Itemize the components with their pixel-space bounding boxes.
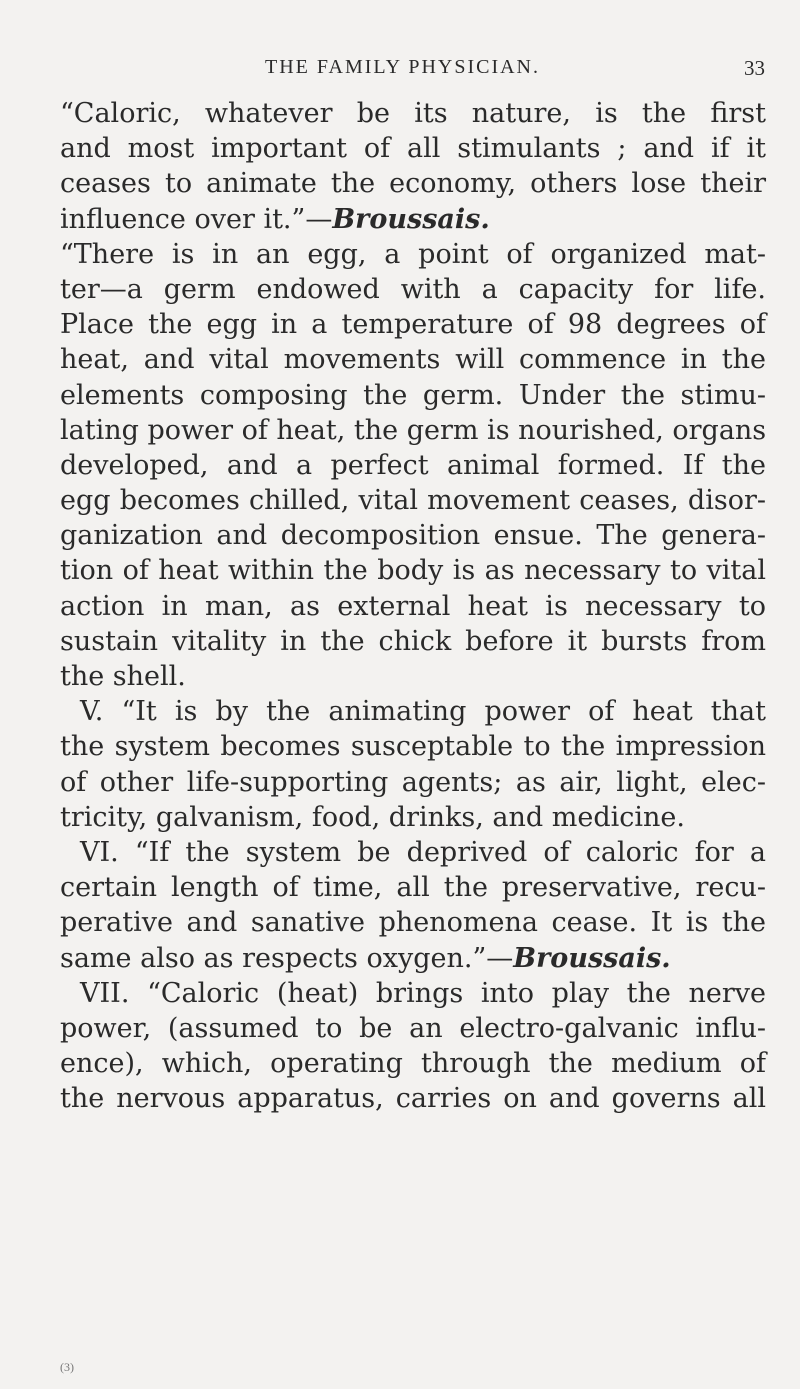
line-text: power, (assumed to be an electro-galvanic influ- xyxy=(60,1012,766,1044)
line-text: ceases to animate the economy, others lose their xyxy=(60,168,766,200)
line-text: heat, and vital movements will commence in the xyxy=(60,344,766,376)
text-line xyxy=(60,518,766,553)
text-line xyxy=(60,729,766,764)
text-line xyxy=(60,905,766,940)
line-text: the shell. xyxy=(60,661,186,692)
text-line xyxy=(60,131,766,166)
running-title: THE FAMILY PHYSICIAN. xyxy=(265,56,540,78)
text-line xyxy=(60,413,766,448)
line-text: ence), which, operating through the medium of xyxy=(60,1048,766,1080)
attribution: Broussais. xyxy=(332,203,490,235)
line-text: the system becomes susceptable to the impression xyxy=(60,731,766,763)
line-text: ter—a germ endowed with a capacity for life. xyxy=(60,273,766,305)
signature-mark: (3) xyxy=(60,1360,74,1374)
line-text: the nervous apparatus, carries on and governs all xyxy=(60,1083,766,1115)
line-text: ganization and decomposition ensue. The genera- xyxy=(60,520,766,552)
line-text: VI. “If the system be deprived of caloric for a xyxy=(80,836,766,868)
text-line xyxy=(60,342,766,377)
line-text: V. “It is by the animating power of heat that xyxy=(80,696,766,728)
line-text: of other life-supporting agents; as air, light, elec- xyxy=(60,766,766,798)
line-text: developed, and a perfect animal formed. If the xyxy=(60,449,766,481)
text-line xyxy=(60,976,766,1011)
text-line xyxy=(60,448,766,483)
text-line xyxy=(60,870,766,905)
line-text: Place the egg in a temperature of 98 degrees of xyxy=(60,309,766,341)
text-line xyxy=(60,237,766,272)
page-number: 33 xyxy=(744,56,765,80)
line-text: elements composing the germ. Under the stimu- xyxy=(60,379,766,411)
line-text: tricity, galvanism, food, drinks, and medicine. xyxy=(60,801,685,833)
text-line xyxy=(60,378,766,413)
line-text: “Caloric, whatever be its nature, is the first xyxy=(60,98,766,129)
text-line xyxy=(60,483,766,518)
line-text: egg becomes chilled, vital movement ceases, disor- xyxy=(60,485,766,517)
text-line xyxy=(60,659,766,694)
line-text: sustain vitality in the chick before it bursts from xyxy=(60,625,766,657)
text-line xyxy=(60,1046,766,1081)
line-text: and most important of all stimulants ; and if it xyxy=(60,133,766,165)
body-text xyxy=(60,96,766,1116)
text-line xyxy=(60,589,766,624)
line-text: same also as respects oxygen.”— xyxy=(60,942,514,974)
text-line xyxy=(60,1081,766,1116)
text-line xyxy=(60,835,766,870)
line-text: VII. “Caloric (heat) brings into play the nerve xyxy=(80,977,766,1009)
text-line xyxy=(60,765,766,800)
running-head xyxy=(40,56,765,86)
line-text: influence over it.”— xyxy=(60,203,333,235)
text-line xyxy=(60,941,766,976)
text-line xyxy=(60,96,766,131)
text-line xyxy=(60,272,766,307)
text-line xyxy=(60,694,766,729)
text-line xyxy=(60,624,766,659)
text-line xyxy=(60,800,766,835)
line-text: “There is in an egg, a point of organized mat- xyxy=(60,238,766,270)
line-text: lating power of heat, the germ is nourished, organs xyxy=(60,414,767,446)
line-text: action in man, as external heat is necessary to xyxy=(60,590,766,622)
line-text: tion of heat within the body is as necessary to vital xyxy=(60,555,766,587)
text-line xyxy=(60,1011,766,1046)
text-line xyxy=(60,166,766,201)
text-line xyxy=(60,202,766,237)
line-text: perative and sanative phenomena cease. It is the xyxy=(60,907,766,939)
attribution: Broussais. xyxy=(513,942,671,974)
text-line xyxy=(60,307,766,342)
line-text: certain length of time, all the preservative, recu- xyxy=(60,872,766,904)
text-line xyxy=(60,553,766,588)
